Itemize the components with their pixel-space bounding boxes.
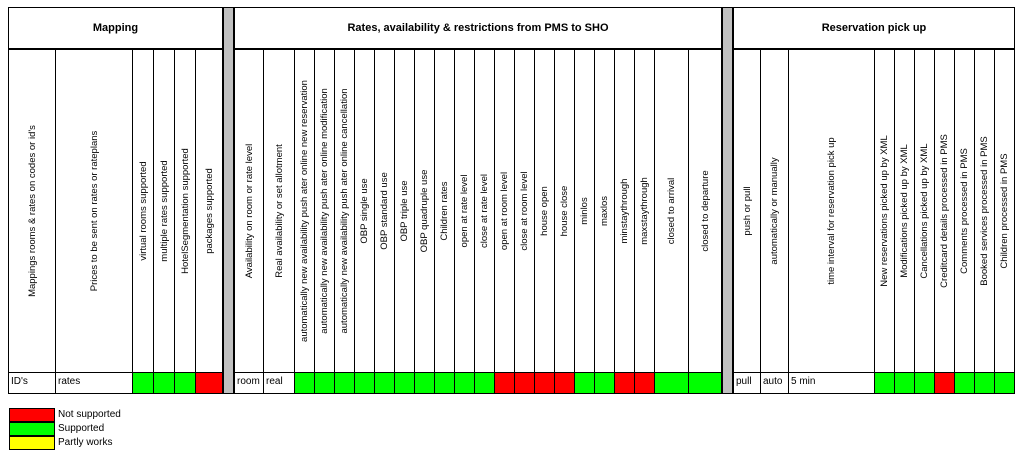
column-header-label: Booked services processed in PMS bbox=[979, 136, 990, 286]
column-header bbox=[133, 50, 154, 372]
column-header bbox=[915, 50, 935, 372]
column-header-label: closed to departure bbox=[699, 170, 711, 252]
column-header bbox=[154, 50, 175, 372]
section-title: Reservation pick up bbox=[821, 22, 927, 34]
column-header bbox=[495, 50, 515, 372]
section-title: Rates, availability & restrictions from PMS to SHO bbox=[347, 22, 609, 34]
column-header-label: automatically or manually bbox=[769, 157, 780, 265]
column-header-label: open at rate level bbox=[459, 174, 470, 248]
status-cell bbox=[196, 372, 223, 394]
legend-swatch bbox=[9, 436, 55, 450]
column-header-label: Real availability or set allotment bbox=[273, 144, 285, 278]
column-header-label: OBP single use bbox=[359, 178, 370, 244]
column-header-label: HotelSegmentation supported bbox=[179, 148, 191, 274]
status-cell bbox=[355, 372, 375, 394]
column-header-label: house open bbox=[539, 186, 550, 236]
column-header bbox=[995, 50, 1015, 372]
section-header bbox=[234, 7, 722, 50]
section-separator bbox=[223, 7, 234, 394]
status-cell bbox=[415, 372, 435, 394]
column-header bbox=[635, 50, 655, 372]
column-header bbox=[234, 50, 264, 372]
column-header bbox=[575, 50, 595, 372]
status-cell bbox=[895, 372, 915, 394]
legend-label: Not supported bbox=[58, 409, 121, 420]
value-cell: rates bbox=[56, 372, 133, 394]
column-header-label: minstaythrough bbox=[619, 178, 630, 244]
section-header bbox=[8, 7, 223, 50]
value-cell: auto bbox=[761, 372, 789, 394]
column-header-label: close at room level bbox=[519, 171, 530, 251]
column-header-label: OBP quadruple use bbox=[419, 169, 430, 253]
column-header bbox=[56, 50, 133, 372]
status-cell bbox=[395, 372, 415, 394]
legend-label: Supported bbox=[58, 423, 105, 434]
status-cell bbox=[689, 372, 722, 394]
status-cell bbox=[575, 372, 595, 394]
status-cell bbox=[295, 372, 315, 394]
value-cell: 5 min bbox=[789, 372, 875, 394]
status-cell bbox=[935, 372, 955, 394]
column-header bbox=[595, 50, 615, 372]
column-header-label: Mappings rooms & rates on codes or id's bbox=[27, 125, 38, 297]
status-cell bbox=[495, 372, 515, 394]
column-header-label: packages supported bbox=[203, 168, 215, 254]
status-cell bbox=[515, 372, 535, 394]
column-header bbox=[435, 50, 455, 372]
column-header-label: virtual rooms supported bbox=[137, 161, 149, 261]
column-header-label: Prices to be sent on rates or rateplans bbox=[88, 130, 100, 292]
column-header-label: open at room level bbox=[499, 171, 510, 251]
column-header bbox=[555, 50, 575, 372]
column-header bbox=[335, 50, 355, 372]
status-cell bbox=[995, 372, 1015, 394]
column-header bbox=[615, 50, 635, 372]
column-header-label: push or pull bbox=[742, 186, 753, 236]
column-header-label: close at rate level bbox=[479, 174, 490, 248]
column-header bbox=[689, 50, 722, 372]
column-header bbox=[295, 50, 315, 372]
value-cell: pull bbox=[733, 372, 761, 394]
column-header bbox=[733, 50, 761, 372]
column-header-label: automatically new availability push ater online cancellation bbox=[339, 88, 350, 334]
column-header-label: Cancellations picked up by XML bbox=[919, 143, 930, 279]
column-header bbox=[264, 50, 295, 372]
status-cell bbox=[875, 372, 895, 394]
column-header-label: Modifications picked up by XML bbox=[899, 144, 910, 278]
column-header bbox=[315, 50, 335, 372]
column-header-label: house close bbox=[559, 185, 570, 237]
column-header-label: automatically new availability push ater online modification bbox=[319, 88, 330, 334]
status-cell bbox=[555, 372, 575, 394]
column-header bbox=[761, 50, 789, 372]
status-cell bbox=[955, 372, 975, 394]
section-title: Mapping bbox=[92, 22, 139, 34]
status-cell bbox=[915, 372, 935, 394]
column-header bbox=[975, 50, 995, 372]
column-header-label: closed to arrival bbox=[666, 177, 677, 245]
status-cell bbox=[154, 372, 175, 394]
column-header bbox=[875, 50, 895, 372]
column-header-label: New reservations picked up by XML bbox=[879, 135, 890, 287]
column-header bbox=[515, 50, 535, 372]
column-header bbox=[8, 50, 56, 372]
section-header bbox=[733, 7, 1015, 50]
section-separator bbox=[722, 7, 733, 394]
status-cell bbox=[133, 372, 154, 394]
status-cell bbox=[535, 372, 555, 394]
column-header-label: Availability on room or rate level bbox=[244, 143, 255, 279]
column-header bbox=[895, 50, 915, 372]
status-cell bbox=[435, 372, 455, 394]
status-cell bbox=[615, 372, 635, 394]
status-cell bbox=[595, 372, 615, 394]
column-header-label: multiple rates supported bbox=[158, 160, 170, 262]
column-header bbox=[455, 50, 475, 372]
status-cell bbox=[175, 372, 196, 394]
column-header bbox=[955, 50, 975, 372]
legend-label: Partly works bbox=[58, 437, 113, 448]
frame-top bbox=[8, 7, 1015, 8]
status-cell bbox=[975, 372, 995, 394]
column-header bbox=[935, 50, 955, 372]
column-header bbox=[355, 50, 375, 372]
column-header bbox=[415, 50, 435, 372]
column-header-label: minlos bbox=[579, 197, 590, 225]
status-cell bbox=[475, 372, 495, 394]
column-header-label: Children rates bbox=[439, 181, 450, 241]
status-cell bbox=[455, 372, 475, 394]
status-cell bbox=[655, 372, 689, 394]
column-header-label: OBP standard use bbox=[379, 172, 390, 250]
value-cell: real bbox=[264, 372, 295, 394]
column-header bbox=[789, 50, 875, 372]
column-header-label: maxlos bbox=[599, 195, 610, 227]
column-header bbox=[655, 50, 689, 372]
legend-swatch bbox=[9, 408, 55, 422]
column-header-label: maxstaythrough bbox=[639, 177, 650, 245]
legend-swatch bbox=[9, 422, 55, 436]
value-cell: ID's bbox=[8, 372, 56, 394]
column-header bbox=[175, 50, 196, 372]
column-header-label: time interval for reservation pick up bbox=[826, 137, 837, 285]
status-cell bbox=[635, 372, 655, 394]
status-cell bbox=[315, 372, 335, 394]
column-header-label: Creditcard details processed in PMS bbox=[939, 134, 950, 288]
column-header bbox=[475, 50, 495, 372]
status-cell bbox=[335, 372, 355, 394]
column-header-label: automatically new availability push ater online new reservation bbox=[299, 80, 310, 342]
column-header bbox=[375, 50, 395, 372]
column-header bbox=[196, 50, 223, 372]
column-header-label: Comments processed in PMS bbox=[959, 148, 970, 274]
column-header-label: Children processed in PMS bbox=[999, 153, 1010, 269]
column-header bbox=[395, 50, 415, 372]
status-cell bbox=[375, 372, 395, 394]
value-cell: room bbox=[234, 372, 264, 394]
column-header bbox=[535, 50, 555, 372]
column-header-label: OBP triple use bbox=[399, 180, 410, 242]
